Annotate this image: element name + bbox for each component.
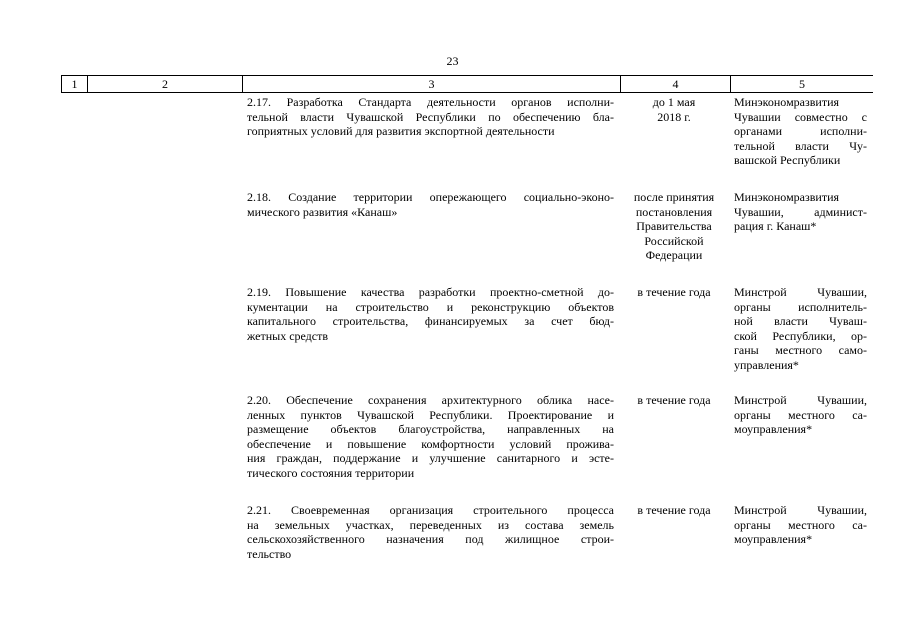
header-col-3: 3 xyxy=(243,76,621,92)
text-line: Правительства xyxy=(636,219,712,234)
text-line: моуправления* xyxy=(734,532,813,547)
row-responsible xyxy=(734,95,867,168)
text-line: Минэкономразвития xyxy=(734,95,840,109)
text-line: в течение года xyxy=(637,503,711,517)
text-line: Минстрой Чувашии, xyxy=(734,393,867,407)
text-line: Российской xyxy=(644,233,704,248)
row-deadline xyxy=(624,503,724,518)
text-line: тического состояния территории xyxy=(247,465,415,480)
text-line: размещение объектов благоустройства, направленных на xyxy=(247,422,614,437)
text-line: Минстрой Чувашии, xyxy=(734,285,867,299)
row-responsible xyxy=(734,190,867,234)
text-line: моуправления* xyxy=(734,422,813,437)
text-line: тельной власти Чу- xyxy=(734,138,867,153)
text-line: Минэкономразвития xyxy=(734,190,840,204)
text-line: мического развития «Канаш» xyxy=(247,204,398,219)
text-line: сельскохозяйственного назначения под жилищное строи- xyxy=(247,532,614,547)
text-line: 2.20. Обеспечение сохранения архитектурного облика насе- xyxy=(247,393,614,407)
text-line: органы исполнитель- xyxy=(734,299,867,314)
text-line: кументации на строительство и реконструкцию объектов xyxy=(247,299,614,314)
text-line: органами исполни- xyxy=(734,124,867,139)
text-line: до 1 мая xyxy=(652,95,696,109)
text-line: в течение года xyxy=(637,285,711,299)
text-line: тельной власти Чувашской Республики по обеспечению бла- xyxy=(247,109,614,124)
text-line: ния граждан, поддержание и улучшение санитарного и эсте- xyxy=(247,451,614,466)
text-line: на земельных участках, переведенных из состава земель xyxy=(247,517,614,532)
text-line: вашской Республики xyxy=(734,153,841,168)
row-responsible xyxy=(734,393,867,437)
text-line: жетных средств xyxy=(247,328,329,343)
text-line: Чувашии совместно с xyxy=(734,109,867,124)
row-deadline xyxy=(624,95,724,124)
text-line: 2.17. Разработка Стандарта деятельности органов исполни- xyxy=(247,95,614,109)
text-line: после принятия xyxy=(633,190,715,204)
text-line: 2.21. Своевременная организация строительного процесса xyxy=(247,503,614,517)
text-line: в течение года xyxy=(637,393,711,407)
header-col-1: 1 xyxy=(62,76,88,92)
text-line: управления* xyxy=(734,357,799,372)
text-line: Минстрой Чувашии, xyxy=(734,503,867,517)
text-line: гоприятных условий для развития экспортной деятельности xyxy=(247,124,555,139)
text-line: Федерации xyxy=(645,248,703,263)
text-line: рация г. Канаш* xyxy=(734,219,817,234)
row-description xyxy=(247,95,614,139)
text-line: органы местного са- xyxy=(734,407,867,422)
row-deadline xyxy=(624,190,724,263)
header-col-2: 2 xyxy=(88,76,243,92)
header-col-5: 5 xyxy=(799,77,805,91)
header-col-4: 4 xyxy=(621,76,731,92)
row-description xyxy=(247,393,614,481)
text-line: 2.19. Повышение качества разработки проектно-сметной до- xyxy=(247,285,614,299)
text-line: ской Республики, ор- xyxy=(734,328,867,343)
row-description xyxy=(247,285,614,343)
text-line: 2.18. Создание территории опережающего социально-эконо- xyxy=(247,190,614,204)
row-responsible xyxy=(734,503,867,547)
row-deadline xyxy=(624,393,724,408)
text-line: тельство xyxy=(247,546,292,561)
text-line: капитального строительства, финансируемых за счет бюд- xyxy=(247,314,614,329)
text-line: Чувашии, админист- xyxy=(734,204,867,219)
text-line: обеспечение и повышение комфортности условий прожива- xyxy=(247,436,614,451)
row-description xyxy=(247,190,614,219)
row-description xyxy=(247,503,614,561)
table-header-row xyxy=(61,75,873,93)
text-line: ной власти Чуваш- xyxy=(734,314,867,329)
text-line: ленных пунктов Чувашской Республики. Проектирование и xyxy=(247,407,614,422)
row-responsible xyxy=(734,285,867,373)
page-number: 23 xyxy=(446,54,459,68)
text-line: постановления xyxy=(635,204,713,219)
text-line: 2018 г. xyxy=(657,109,691,124)
text-line: органы местного са- xyxy=(734,517,867,532)
row-deadline xyxy=(624,285,724,300)
text-line: ганы местного само- xyxy=(734,343,867,358)
